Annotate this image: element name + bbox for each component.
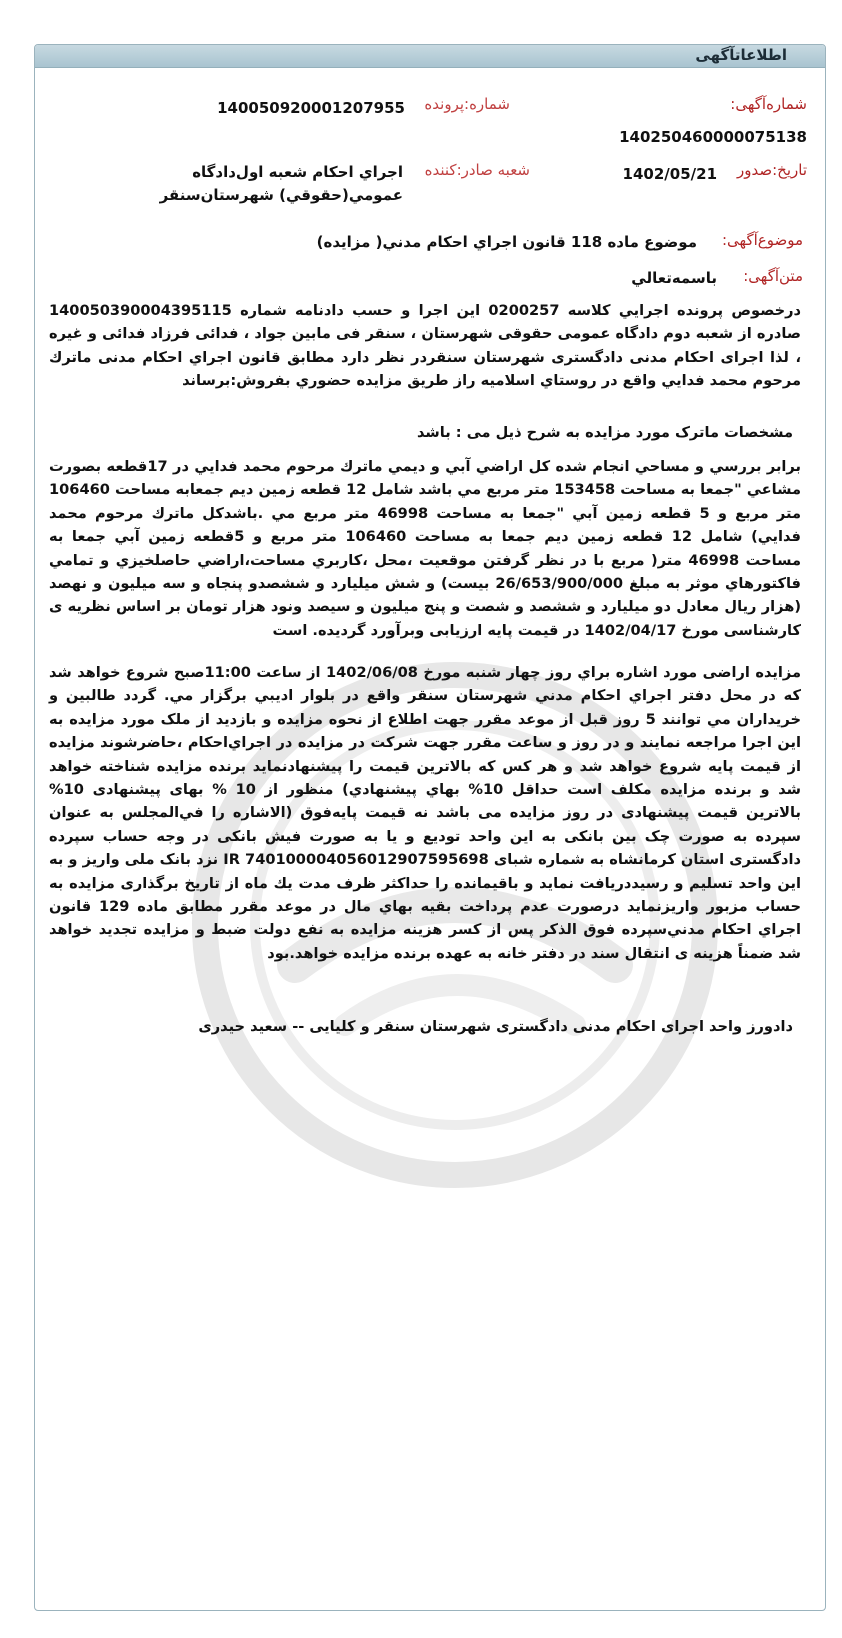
paragraph-property-details: برابر بررسي و مساحي انجام شده كل اراضي آبي و ديمي ماترك مرحوم محمد فدايي در 17قطعه بصورت مشاعي "جمعا به مساحت 153458 متر مربع مي باشد شامل 12 قطعه زمين ديم جمعابه مساحت 106460 متر مربع و 5 قطعه زمين آبي "جمعا به مساحت 46998 متر مربع مي .باشدكل ماترك مرحوم محمد فدايي) شامل 12 قطعه زمين ديم جمعا به مساحت 106460 متر مربع و 5قطعه زمين آبي جمعا به مساحت 46998 متر( مربع با در نظر گرفتن موقعيت ،محل ،كاربري مساحت،اراضي حاصلخيزي و تمامي فاكتورهاي موثر به مبلغ 26/653/900/000 بيست) و شش ميليارد و ششصدو پنجاه و سه ميليون و نهصد (هزار ريال معادل دو ميليارد و ششصد و شصت و پنج ميليون و سيصد ونود هزار تومان بر اساس نظريه ی كارشناسی مورخ 1402/04/17 در قیمت پايه ارزيابی وبرآورد گرديده. است [49,458,801,639]
ad-number-label: شماره‌آگهی: [730,95,807,113]
panel-title: اطلاعاتآگهی [695,46,787,64]
subject-value: موضوع ماده 118 قانون اجراي احكام مدني( مزايده) [316,233,697,251]
paragraph-property-heading: مشخصات ماترک مورد مزایده به شرح ذیل می : باشد [416,424,793,441]
issuing-branch-line2: عمومي(حقوقي) شهرستان‌سنقر [159,186,403,204]
subject-label: موضوع‌آگهی: [722,231,803,249]
panel-header [35,45,825,68]
issue-date-label: تاریخ:صدور [737,161,807,179]
issue-date-value: 1402/05/21 [622,165,717,183]
issuing-branch-label: شعبه صادر:کننده [424,161,530,179]
signature-line: دادورز واحد اجرای احکام مدنی دادگستری شهرستان سنقر و کلیایی -- سعید حیدری [198,1018,793,1035]
ad-info-panel [34,44,826,1611]
paragraph-auction-terms: مزايده اراضی مورد اشاره براي روز چهار شنبه مورخ 1402/06/08 از ساعت 11:00صبح شروع خواهد شد كه در محل دفتر اجراي احكام مدني شهرستان سنقر واقع در بلوار اديبي برگزار مي. گردد طالبين و خريداران مي توانند 5 روز قبل از موعد مقرر جهت اطلاع از نحوه مزايده و بازديد از ملک مورد مزايده به اين اجرا مراجعه نمايند و در روز و ساعت مقرر جهت شركت در مزايده در اجراي‌احكام ،حاضرشوند مزايده از قيمت پايه شروع خواهد شد و هر كس كه بالاترين قيمت را پيشنهادنمايد برنده مزايده شناخته خواهد شد و برنده مزايده مكلف است حداقل 10% بهاي پيشنهادي) منظور از 10 % بهای پیشنهادی 10% بالاترین قیمت پیشنهادی در روز مزایده می باشد نه قیمت پایه‌فوق (الاشاره را في‌المجلس به عنوان سپرده به صورت چک بین بانکی به این واحد تودیع و یا به صورت فیش بانکی در وجه حساب سپرده دادگستری استان کرمانشاه به شماره شبای IR 740100004056012907595698 نزد بانک ملی واریز و به این واحد تسلیم و رسیددریافت نماید و باقیمانده را حداکثر ظرف مدت یك ماه از تاریخ برگذاری مزایده به حساب مزبور واریزنماید درصورت عدم پرداخت بقيه بهاي مال در موعد مقرر مطابق ماده 129 قانون اجراي احكام مدني‌سپرده فوق الذكر پس از كسر هزينه مزايده به نفع دولت ضبط و مزايده تجديد خواهد شد ضمناً هزينه ی انتقال سند در دفتر خانه به عهده برنده مزايده خواهد.بود [49,664,802,962]
paragraph-case-intro: درخصوص پرونده اجرايي كلاسه 0200257 اين اجرا و حسب دادنامه شماره 140050390004395115 صادره از شعبه دوم دادگاه عمومی حقوقی شهرستان ، سنقر فی مابین جواد ، فدائی فرزاد فدائی و غیره ، لذا اجرای احکام مدنی دادگستری شهرستان سنقردر نظر دارد مطابق قانون اجراي احكام مدنی ماترك مرحوم محمد فدايي واقع در روستاي اسلاميه راز طريق مزايده حضوري بفروش:برساند [49,302,801,390]
text-label: متن‌آگهی: [743,267,803,285]
text-value: باسمه‌تعالي [631,269,717,287]
ad-number-value: 140250460000075138 [619,128,807,146]
case-number-label: شماره:پرونده [424,95,510,113]
case-number-value: 140050920001207955 [217,99,405,117]
issuing-branch-line1: اجراي احكام شعبه اول‌دادگاه [192,163,403,181]
